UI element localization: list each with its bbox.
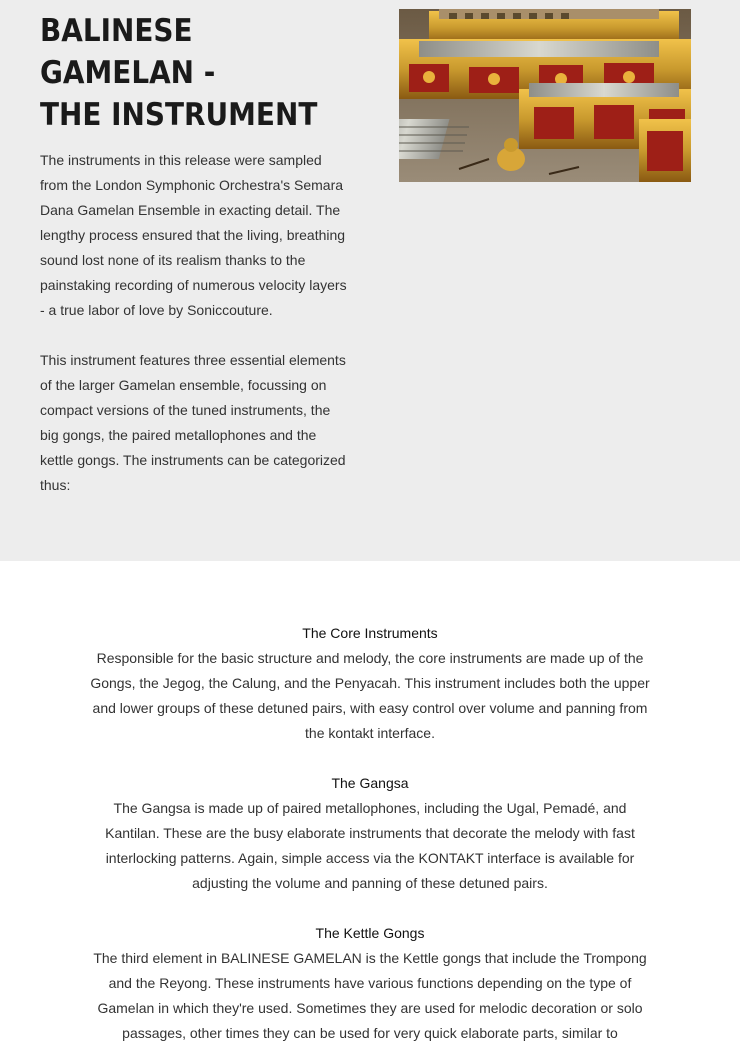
hero-text-column	[40, 10, 350, 498]
section-heading: The Kettle Gongs	[315, 925, 425, 941]
section-body: The Gangsa is made up of paired metallophones, including the Ugal, Pemadé, and Kantilan. These are the busy elaborate instruments that decorate the melody with fast interlocking patterns. Again, simple access via the KONTAKT interface is available for adjusting the volume and panning of these detuned pairs.	[105, 800, 635, 891]
section-body: Responsible for the basic structure and melody, the core instruments are made up of the Gongs, the Jegog, the Calung, and the Penyacah. This instrument includes both the upper and lower groups of these detuned pairs, with easy control over volume and panning from the kontakt interface.	[90, 650, 650, 741]
section-heading: The Gangsa	[331, 775, 409, 791]
instrument-categories	[0, 561, 740, 1043]
section-body: The third element in BALINESE GAMELAN is the Kettle gongs that include the Trompong and the Reyong. These instruments have various functions depending on the type of Gamelan in which they're used. Sometimes they are used for melodic decoration or solo passages, other times they can be used for very quick elaborate parts, similar to	[93, 950, 647, 1041]
features-paragraph: This instrument features three essential elements of the larger Gamelan ensemble, focussing on compact versions of the tuned instruments, the big gongs, the paired metallophones and the kettle gongs. The instruments can be categorized thus:	[40, 352, 346, 493]
section-kettle-gongs	[90, 921, 650, 1043]
gamelan-photo	[399, 9, 691, 182]
gamelan-photo-illustration	[399, 9, 691, 182]
section-gangsa	[90, 771, 650, 896]
page-title: BALINESE GAMELAN - THE INSTRUMENT	[40, 13, 318, 133]
section-heading: The Core Instruments	[302, 625, 438, 641]
intro-paragraph: The instruments in this release were sampled from the London Symphonic Orchestra's Semara Dana Gamelan Ensemble in exacting detail. The lengthy process ensured that the living, breathing sound lost none of its realism thanks to the painstaking recording of numerous velocity layers - a true labor of love by Soniccouture.	[40, 152, 347, 318]
section-core-instruments	[90, 621, 650, 746]
